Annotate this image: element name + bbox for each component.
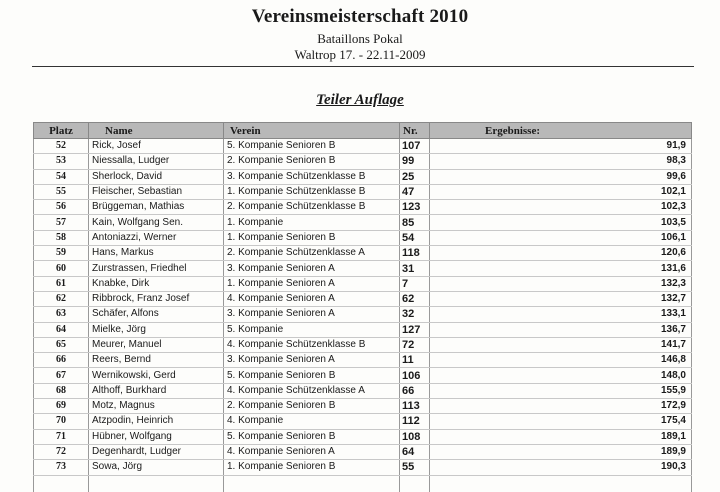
table-row (34, 368, 692, 383)
rank-cell: 73 (34, 460, 89, 475)
club-cell: 5. Kompanie Senioren B (224, 139, 400, 154)
rank-cell: 70 (34, 414, 89, 429)
name-cell: Antoniazzi, Werner (89, 230, 224, 245)
name-cell: Reers, Bernd (89, 353, 224, 368)
name-cell: Kain, Wolfgang Sen. (89, 215, 224, 230)
club-cell: 1. Kompanie Schützenklasse B (224, 184, 400, 199)
section-heading (0, 92, 720, 109)
name-cell: Niessalla, Ludger (89, 154, 224, 169)
column-header-ergebnisse: Ergebnisse: (430, 123, 692, 139)
result-cell: 132,3 (430, 276, 692, 291)
club-cell: 3. Kompanie Senioren A (224, 261, 400, 276)
number-cell: 64 (400, 444, 430, 459)
club-cell: 5. Kompanie Senioren B (224, 368, 400, 383)
table-row (34, 291, 692, 306)
club-cell: 3. Kompanie Senioren A (224, 307, 400, 322)
number-cell: 54 (400, 230, 430, 245)
column-header-verein: Verein (224, 123, 400, 139)
club-cell: 4. Kompanie Schützenklasse A (224, 383, 400, 398)
result-cell: 141,7 (430, 337, 692, 352)
number-cell: 127 (400, 322, 430, 337)
number-cell: 31 (400, 261, 430, 276)
table-empty-row (34, 475, 692, 492)
club-cell: 2. Kompanie Schützenklasse B (224, 200, 400, 215)
table-row (34, 184, 692, 199)
table-row (34, 337, 692, 352)
section-title: Teiler Auflage (316, 92, 404, 108)
empty-cell (430, 475, 692, 492)
result-cell: 103,5 (430, 215, 692, 230)
name-cell: Knabke, Dirk (89, 276, 224, 291)
rank-cell: 64 (34, 322, 89, 337)
result-cell: 133,1 (430, 307, 692, 322)
rank-cell: 67 (34, 368, 89, 383)
result-cell: 102,3 (430, 200, 692, 215)
rank-cell: 54 (34, 169, 89, 184)
column-header-nr: Nr. (400, 123, 430, 139)
rank-cell: 60 (34, 261, 89, 276)
empty-cell (34, 475, 89, 492)
result-cell: 175,4 (430, 414, 692, 429)
table-row (34, 200, 692, 215)
rank-cell: 52 (34, 139, 89, 154)
name-cell: Meurer, Manuel (89, 337, 224, 352)
result-cell: 155,9 (430, 383, 692, 398)
club-cell: 4. Kompanie (224, 414, 400, 429)
table-row (34, 429, 692, 444)
number-cell: 118 (400, 246, 430, 261)
empty-cell (224, 475, 400, 492)
column-header-name: Name (89, 123, 224, 139)
club-cell: 3. Kompanie Senioren A (224, 353, 400, 368)
table-row (34, 169, 692, 184)
table-row (34, 230, 692, 245)
rank-cell: 62 (34, 291, 89, 306)
name-cell: Hübner, Wolfgang (89, 429, 224, 444)
result-cell: 102,1 (430, 184, 692, 199)
table-row (34, 383, 692, 398)
name-cell: Motz, Magnus (89, 399, 224, 414)
table-row (34, 322, 692, 337)
table-row (34, 399, 692, 414)
column-header-platz: Platz (34, 123, 89, 139)
club-cell: 2. Kompanie Schützenklasse A (224, 246, 400, 261)
club-cell: 1. Kompanie Senioren B (224, 230, 400, 245)
table-row (34, 261, 692, 276)
number-cell: 47 (400, 184, 430, 199)
rank-cell: 53 (34, 154, 89, 169)
number-cell: 108 (400, 429, 430, 444)
result-cell: 190,3 (430, 460, 692, 475)
result-cell: 132,7 (430, 291, 692, 306)
table-row (34, 215, 692, 230)
table-row (34, 154, 692, 169)
number-cell: 85 (400, 215, 430, 230)
result-cell: 131,6 (430, 261, 692, 276)
name-cell: Sherlock, David (89, 169, 224, 184)
empty-cell (89, 475, 224, 492)
name-cell: Schäfer, Alfons (89, 307, 224, 322)
table-row (34, 444, 692, 459)
result-cell: 172,9 (430, 399, 692, 414)
name-cell: Wernikowski, Gerd (89, 368, 224, 383)
rank-cell: 66 (34, 353, 89, 368)
number-cell: 123 (400, 200, 430, 215)
number-cell: 66 (400, 383, 430, 398)
number-cell: 25 (400, 169, 430, 184)
table-row (34, 246, 692, 261)
number-cell: 112 (400, 414, 430, 429)
rank-cell: 65 (34, 337, 89, 352)
number-cell: 62 (400, 291, 430, 306)
name-cell: Brüggeman, Mathias (89, 200, 224, 215)
club-cell: 5. Kompanie (224, 322, 400, 337)
result-cell: 91,9 (430, 139, 692, 154)
result-cell: 146,8 (430, 353, 692, 368)
rank-cell: 57 (34, 215, 89, 230)
name-cell: Atzpodin, Heinrich (89, 414, 224, 429)
number-cell: 72 (400, 337, 430, 352)
rank-cell: 55 (34, 184, 89, 199)
result-cell: 136,7 (430, 322, 692, 337)
result-cell: 98,3 (430, 154, 692, 169)
name-cell: Fleischer, Sebastian (89, 184, 224, 199)
club-cell: 2. Kompanie Senioren B (224, 154, 400, 169)
table-row (34, 307, 692, 322)
rank-cell: 72 (34, 444, 89, 459)
rank-cell: 68 (34, 383, 89, 398)
rank-cell: 59 (34, 246, 89, 261)
result-cell: 189,9 (430, 444, 692, 459)
number-cell: 7 (400, 276, 430, 291)
rank-cell: 71 (34, 429, 89, 444)
club-cell: 3. Kompanie Schützenklasse B (224, 169, 400, 184)
result-cell: 106,1 (430, 230, 692, 245)
number-cell: 11 (400, 353, 430, 368)
rank-cell: 69 (34, 399, 89, 414)
results-table (33, 122, 692, 492)
name-cell: Hans, Markus (89, 246, 224, 261)
page-subtitle: Bataillons Pokal (317, 31, 403, 46)
name-cell: Degenhardt, Ludger (89, 444, 224, 459)
number-cell: 32 (400, 307, 430, 322)
table-row (34, 353, 692, 368)
result-cell: 120,6 (430, 246, 692, 261)
club-cell: 1. Kompanie Senioren B (224, 460, 400, 475)
table-row (34, 460, 692, 475)
club-cell: 1. Kompanie (224, 215, 400, 230)
name-cell: Althoff, Burkhard (89, 383, 224, 398)
number-cell: 55 (400, 460, 430, 475)
club-cell: 2. Kompanie Senioren B (224, 399, 400, 414)
club-cell: 4. Kompanie Senioren A (224, 444, 400, 459)
header-divider (32, 66, 694, 67)
name-cell: Sowa, Jörg (89, 460, 224, 475)
name-cell: Ribbrock, Franz Josef (89, 291, 224, 306)
club-cell: 4. Kompanie Senioren A (224, 291, 400, 306)
number-cell: 107 (400, 139, 430, 154)
table-header-row (34, 123, 692, 139)
club-cell: 5. Kompanie Senioren B (224, 429, 400, 444)
name-cell: Rick, Josef (89, 139, 224, 154)
number-cell: 99 (400, 154, 430, 169)
table-row (34, 276, 692, 291)
result-cell: 99,6 (430, 169, 692, 184)
rank-cell: 58 (34, 230, 89, 245)
name-cell: Zurstrassen, Friedhel (89, 261, 224, 276)
club-cell: 1. Kompanie Senioren A (224, 276, 400, 291)
table-row (34, 139, 692, 154)
table-row (34, 414, 692, 429)
rank-cell: 61 (34, 276, 89, 291)
rank-cell: 56 (34, 200, 89, 215)
number-cell: 113 (400, 399, 430, 414)
number-cell: 106 (400, 368, 430, 383)
event-dates: Waltrop 17. - 22.11-2009 (294, 47, 426, 62)
rank-cell: 63 (34, 307, 89, 322)
result-cell: 189,1 (430, 429, 692, 444)
page-title: Vereinsmeisterschaft 2010 (251, 6, 469, 27)
name-cell: Mielke, Jörg (89, 322, 224, 337)
empty-cell (400, 475, 430, 492)
result-cell: 148,0 (430, 368, 692, 383)
club-cell: 4. Kompanie Schützenklasse B (224, 337, 400, 352)
